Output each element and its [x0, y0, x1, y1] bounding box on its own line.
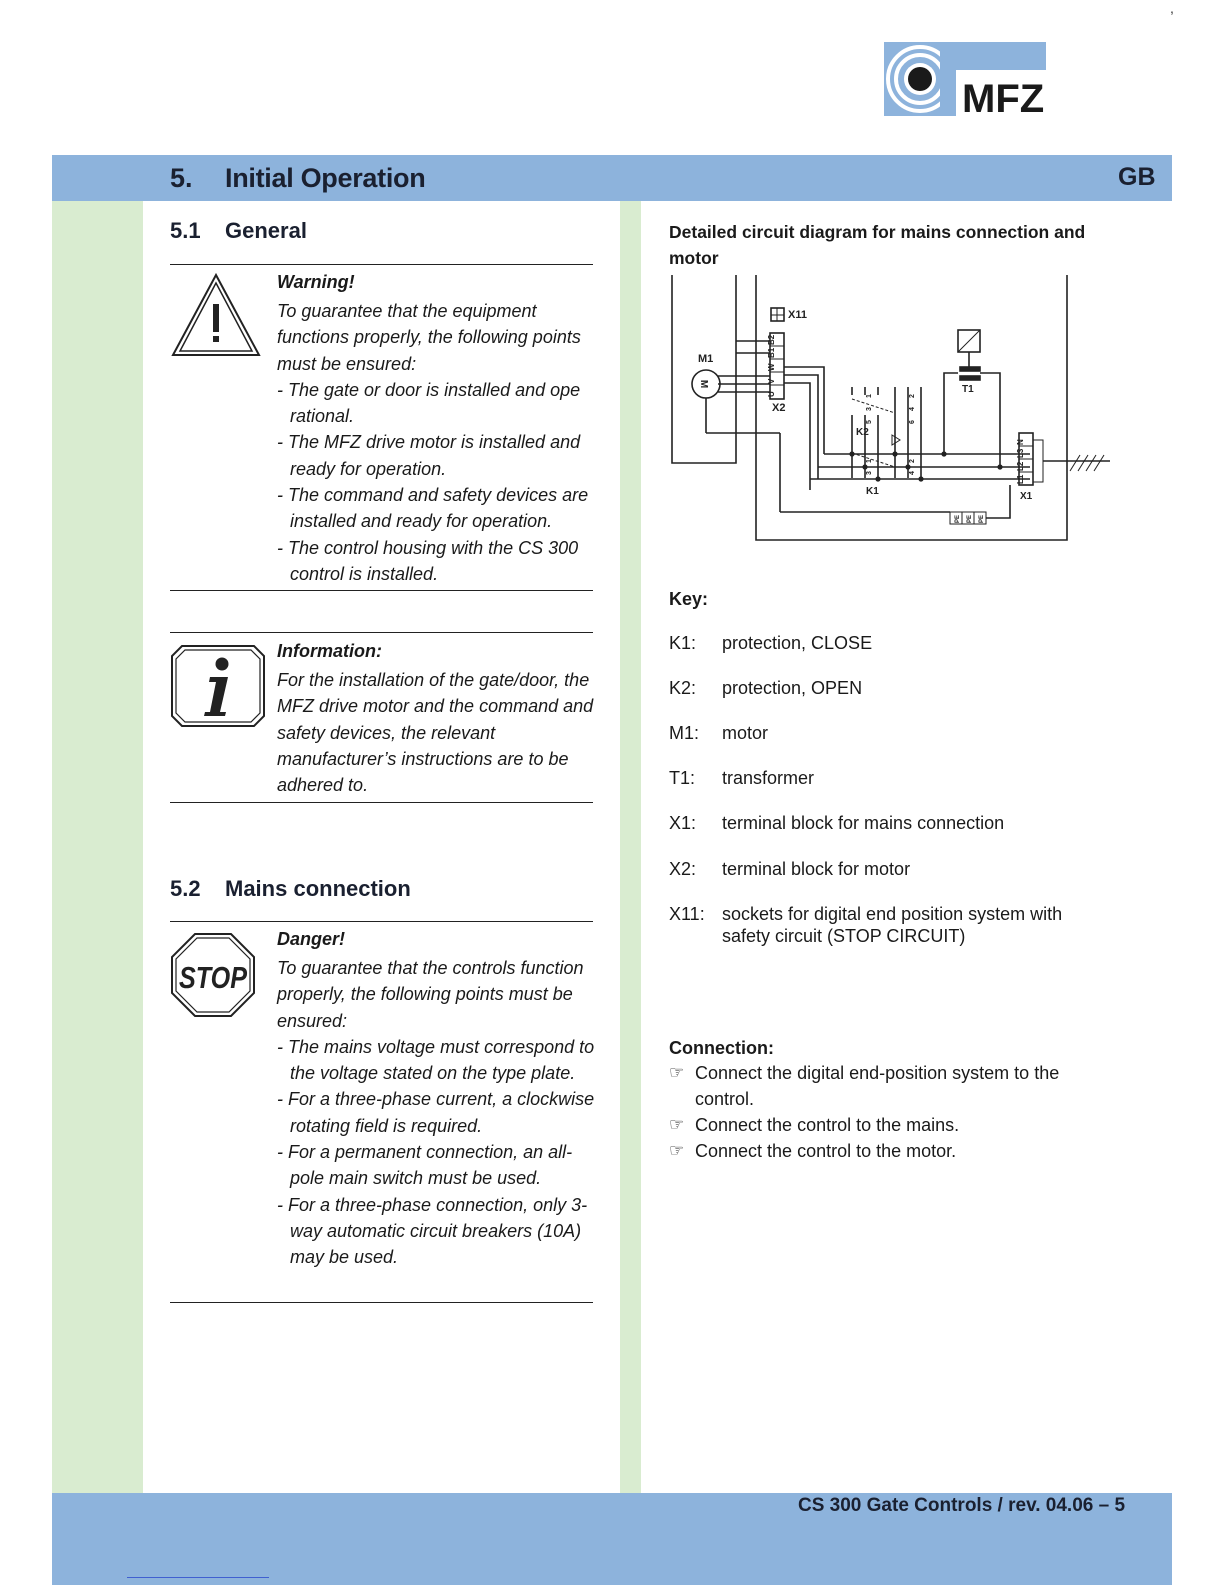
key-code: T1: — [669, 768, 696, 788]
pointing-hand-icon: ☞ — [669, 1115, 685, 1134]
key-code: M1: — [669, 723, 700, 743]
footer-page-info: CS 300 Gate Controls / rev. 04.06 – 5 — [798, 1495, 1126, 1516]
divider — [170, 590, 593, 591]
pe-terminal: PE — [979, 514, 985, 523]
contact-number: 6 — [909, 420, 916, 424]
information-text: For the installation of the gate/door, the MFZ drive motor and the command and safety devices, the relevant manufacturer’s instructions are to be adhered to. — [277, 670, 594, 796]
x2-label: X2 — [772, 402, 786, 414]
key-code: X1: — [669, 813, 697, 833]
logo-text: MFZ — [962, 77, 1045, 116]
warning-triangle-icon — [170, 272, 262, 363]
key-description: terminal block for mains connection — [722, 813, 1005, 833]
contact-number: 1 — [866, 394, 873, 398]
mfz-logo — [884, 42, 1046, 116]
key-heading: Key: — [669, 589, 709, 609]
key-code: X11: — [669, 904, 705, 924]
stop-sign-text: STOP — [179, 960, 248, 995]
x2-terminal: B1 — [767, 347, 776, 358]
contact-number: 5 — [866, 420, 873, 424]
connection-step — [669, 1060, 1089, 1112]
section-title: General — [225, 218, 307, 243]
chapter-number: 5. — [170, 163, 193, 193]
danger-body — [277, 955, 602, 1271]
x2-terminal: W — [767, 363, 776, 371]
pe-terminal: PE — [955, 514, 961, 523]
pointing-hand-icon: ☞ — [669, 1063, 685, 1082]
x1-terminal: N — [1016, 439, 1025, 445]
key-code: X2: — [669, 859, 697, 879]
contact-number: 4 — [909, 471, 916, 475]
corner-mark: , — [1170, 0, 1174, 16]
danger-heading: Danger! — [277, 929, 346, 949]
danger-item: - For a permanent connection, an all-pole main switch must be used. — [277, 1142, 573, 1189]
key-code: K2: — [669, 678, 697, 698]
diagram-caption: Detailed circuit diagram for mains connection and motor — [669, 222, 1086, 268]
section-number: 5.2 — [170, 876, 201, 901]
pe-terminal: PE — [967, 514, 973, 523]
divider — [170, 921, 593, 922]
key-description: transformer — [722, 768, 815, 788]
contact-number: 4 — [909, 407, 916, 411]
motor-symbol-text: M — [698, 379, 709, 389]
k1-label: K1 — [866, 486, 879, 497]
danger-item: - For a three-phase current, a clockwise rotating field is required. — [277, 1089, 595, 1136]
x2-terminal: V — [767, 378, 776, 384]
warning-body — [277, 298, 602, 587]
language-code: GB — [1118, 163, 1156, 191]
circuit-diagram — [670, 275, 1130, 545]
warning-heading: Warning! — [277, 272, 355, 292]
x1-terminal: L1 — [1016, 474, 1025, 484]
divider — [170, 802, 593, 803]
contact-number: 2 — [909, 394, 916, 398]
warning-item: - The gate or door is installed and ope rational. — [277, 379, 581, 427]
warning-item: - The control housing with the CS 300 control is installed. — [277, 537, 579, 584]
column-divider-strip — [620, 201, 641, 1493]
danger-item: - For a three-phase connection, only 3-way automatic circuit breakers (10A) may be used. — [277, 1194, 588, 1268]
key-description: terminal block for motor — [722, 859, 911, 879]
section-title: Mains connection — [225, 876, 411, 901]
connection-step-text: Connect the digital end-position system to the control. — [695, 1063, 1060, 1109]
contact-number: 1 — [866, 459, 873, 463]
divider — [170, 632, 593, 633]
contact-number: 3 — [866, 471, 873, 475]
key-description: protection, CLOSE — [722, 633, 873, 653]
stop-sign-icon — [170, 932, 256, 1023]
warning-item: - The command and safety devices are installed and ready for operation. — [277, 485, 589, 532]
warning-item: - The MFZ drive motor is installed and ready for operation. — [277, 432, 581, 479]
connection-heading: Connection: — [669, 1038, 774, 1058]
key-description: motor — [722, 723, 769, 743]
chapter-title: Initial Operation — [225, 163, 426, 193]
key-description: protection, OPEN — [722, 678, 863, 698]
pointing-hand-icon: ☞ — [669, 1141, 685, 1160]
warning-intro: To guarantee that the equipment functions properly, the following points must be ensured: — [277, 301, 581, 374]
header-bar — [52, 155, 1172, 201]
danger-item: - The mains voltage must correspond to the voltage stated on the type plate. — [277, 1036, 595, 1084]
section-number: 5.1 — [170, 218, 201, 243]
key-code: K1: — [669, 633, 697, 653]
connection-step-text: Connect the control to the motor. — [695, 1141, 957, 1161]
connection-step — [669, 1112, 1089, 1138]
k2-label: K2 — [856, 427, 869, 438]
m1-label: M1 — [698, 353, 714, 365]
connection-step — [669, 1138, 1089, 1164]
danger-intro: To guarantee that the controls function properly, the following points must be ensured: — [277, 958, 584, 1031]
x11-label: X11 — [788, 309, 807, 321]
footer-link-underline[interactable] — [127, 1577, 269, 1578]
key-description: sockets for digital end position system with safety circuit (STOP CIRCUIT) — [722, 904, 1063, 946]
divider — [170, 1302, 593, 1303]
contact-number: 2 — [909, 459, 916, 463]
divider — [170, 264, 593, 265]
x2-terminal: U — [767, 391, 776, 397]
info-icon — [170, 644, 266, 733]
left-margin-strip — [52, 201, 143, 1493]
contact-number: 3 — [866, 407, 873, 411]
connection-step-text: Connect the control to the mains. — [695, 1115, 960, 1135]
x1-label: X1 — [1020, 491, 1033, 502]
x1-terminal: L3 — [1016, 448, 1025, 458]
information-heading: Information: — [277, 641, 382, 661]
x2-terminal: B2 — [767, 334, 776, 345]
x1-terminal: L2 — [1016, 461, 1025, 471]
t1-label: T1 — [962, 384, 974, 395]
